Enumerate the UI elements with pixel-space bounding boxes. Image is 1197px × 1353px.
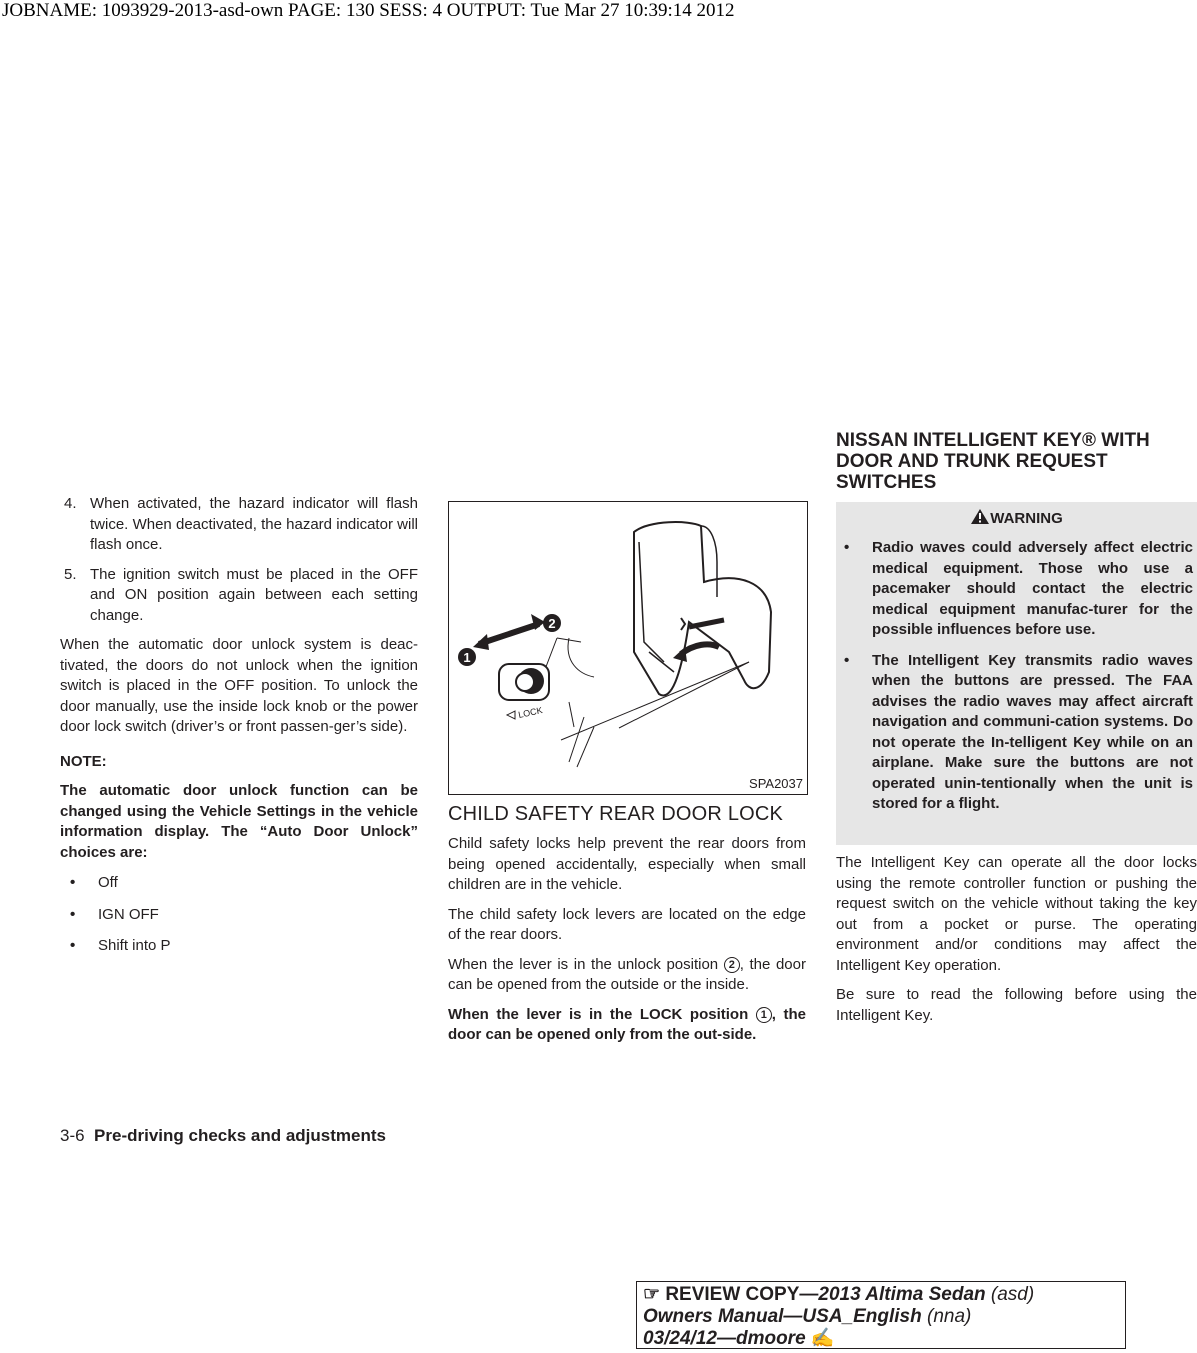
text-span: , the door can be opened from the outside or the inside.	[448, 955, 806, 993]
review-copy-box	[636, 1281, 1126, 1349]
door-lock-figure	[448, 501, 808, 795]
warning-box	[836, 502, 1197, 845]
review-date: 03/24/12—dmoore	[643, 1328, 806, 1349]
paragraph: When the automatic door unlock system is deac-tivated, the doors do not unlock when the ignition switch is placed in the OFF position. To unlock the door manually, use the inside lock knob or the power door lock switch (driver’s or front passen-ger’s side).	[60, 636, 418, 735]
page-number: 3-6	[60, 1126, 85, 1145]
pointing-hand-icon: ☞	[643, 1284, 661, 1305]
section-heading: CHILD SAFETY REAR DOOR LOCK	[448, 803, 784, 825]
callout-2: 2	[548, 616, 556, 631]
heading-line: NISSAN INTELLIGENT KEY® WITH	[836, 430, 1150, 451]
figure-code: SPA2037	[749, 776, 803, 791]
choice-text: Shift into P	[98, 937, 171, 954]
review-manual-code: (nna)	[921, 1306, 972, 1327]
warning-title	[836, 502, 1197, 532]
review-label: REVIEW COPY—	[665, 1284, 819, 1305]
left-column	[60, 494, 418, 968]
warning-item: • Radio waves could adversely affect electric medical equipment. Those who use a pacemaker should contact the electric medical equipment manufac-turer for the possible influences before use.	[836, 538, 1193, 641]
lock-label: LOCK	[517, 705, 544, 720]
item-number: 5.	[64, 565, 77, 583]
paragraph: The child safety lock levers are located on the edge of the rear doors.	[448, 905, 806, 943]
paragraph	[448, 1005, 806, 1046]
text-span: When the lever is in the unlock position	[448, 955, 724, 973]
list-item	[60, 494, 418, 556]
callout-1-inline: 1	[756, 1007, 772, 1023]
callout-2-inline: 2	[724, 957, 740, 973]
text-span: When the lever is in the LOCK position	[448, 1005, 756, 1023]
review-manual: Owners Manual—USA_English	[643, 1306, 922, 1327]
list-item	[60, 565, 418, 627]
choice-text: IGN OFF	[98, 905, 159, 923]
list-item: • IGN OFF	[60, 905, 418, 926]
item-text: The ignition switch must be placed in the OFF and ON position again between each setting change.	[90, 565, 418, 624]
page-footer	[60, 1126, 386, 1146]
text-span: , the door can be opened only from the out-side.	[448, 1005, 806, 1043]
item-text: When activated, the hazard indicator will flash twice. When deactivated, the hazard indicator will flash once.	[90, 495, 418, 553]
section-heading	[836, 430, 1196, 493]
review-model-code: (asd)	[985, 1284, 1035, 1305]
heading-line: SWITCHES	[836, 472, 937, 493]
heading-line: DOOR AND TRUNK REQUEST	[836, 451, 1108, 472]
paragraph	[448, 955, 806, 996]
door-lock-illustration	[449, 502, 807, 794]
review-line-2	[643, 1306, 1119, 1328]
warning-icon	[970, 508, 990, 525]
review-line-3	[643, 1328, 1119, 1350]
note-label: NOTE:	[60, 752, 107, 770]
choice-list	[60, 873, 418, 957]
warning-text: Radio waves could adversely affect electric medical equipment. Those who use a pacemaker should contact the electric medical equipment manufac-turer for the possible influences before use.	[872, 539, 1193, 638]
list-item: • Shift into P	[60, 936, 418, 957]
item-number: 4.	[64, 495, 77, 512]
callout-1: 1	[463, 650, 471, 665]
middle-column	[448, 802, 806, 1055]
choice-text: Off	[98, 874, 118, 891]
paragraph: Child safety locks help prevent the rear doors from being opened accidentally, especially when small children are in the vehicle.	[448, 835, 806, 893]
right-column-text	[836, 853, 1197, 1035]
review-model: 2013 Altima Sedan	[818, 1284, 986, 1305]
review-line-1	[643, 1284, 1119, 1306]
note-text: The automatic door unlock function can be changed using the Vehicle Settings in the vehicle information display. The “Auto Door Unlock” choices are:	[60, 782, 418, 861]
warning-item: • The Intelligent Key transmits radio waves when the buttons are pressed. The FAA advises the radio waves may affect aircraft navigation and communi-cation systems. Do not operate the In-telligent Key while on an airplane. Make sure the buttons are not operated unin-tentionally when the unit is stored for a flight.	[836, 651, 1193, 815]
list-item: • Off	[60, 873, 418, 894]
section-name: Pre-driving checks and adjustments	[94, 1126, 386, 1145]
paragraph: Be sure to read the following before using the Intelligent Key.	[836, 986, 1197, 1024]
job-header: JOBNAME: 1093929-2013-asd-own PAGE: 130 SESS: 4 OUTPUT: Tue Mar 27 10:39:14 2012	[2, 0, 735, 21]
warning-text: The Intelligent Key transmits radio waves when the buttons are pressed. The FAA advises the radio waves may affect aircraft navigation and communi-cation systems. Do not operate the In-telligent Key while on an airplane. Make sure the buttons are not operated unin-tentionally when the unit is stored for a flight.	[872, 651, 1193, 812]
paragraph: The Intelligent Key can operate all the door locks using the remote controller function or pushing the request switch on the vehicle without taking the key out from a pocket or purse. The operating environment and/or conditions may affect the Intelligent Key operation.	[836, 854, 1197, 974]
writing-hand-icon: ✍	[810, 1328, 835, 1349]
warning-title-text: WARNING	[990, 510, 1063, 527]
